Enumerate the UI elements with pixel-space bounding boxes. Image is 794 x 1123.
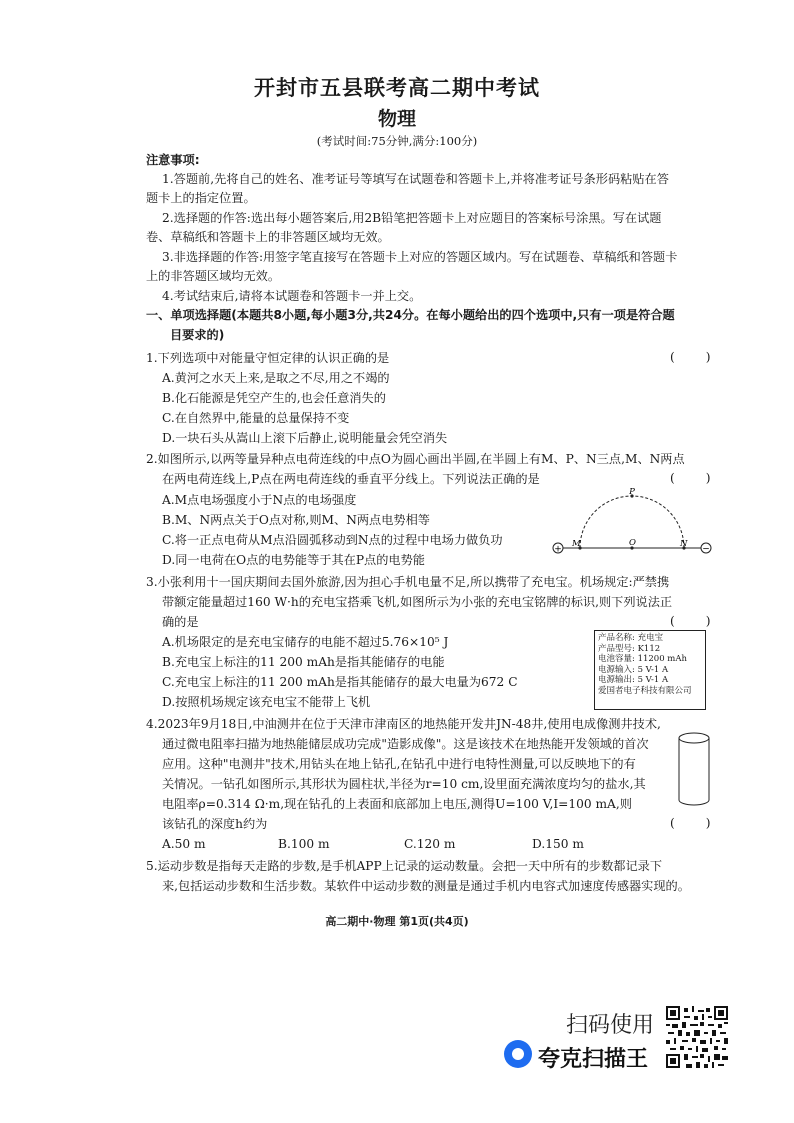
power-bank-nameplate bbox=[594, 630, 706, 710]
q4-option-b: B.100 m bbox=[278, 837, 330, 851]
q3-option-d: D.按照机场规定该充电宝不能带上飞机 bbox=[162, 695, 371, 709]
note-3-line-1: 3.非选择题的作答:用签字笔直接写在答题卡上对应的答题区域内。写在试题卷、草稿纸和答题卡 bbox=[162, 250, 678, 264]
borehole-cylinder-figure bbox=[676, 730, 712, 810]
note-1-line-2: 题卡上的指定位置。 bbox=[146, 191, 256, 205]
q4-option-c: C.120 m bbox=[404, 837, 456, 851]
q3-option-b: B.充电宝上标注的11 200 mAh是指其能储存的电能 bbox=[162, 655, 445, 669]
point-o-label: O bbox=[629, 538, 636, 548]
nameplate-line: 电源输出: 5 V-1 A bbox=[598, 675, 669, 685]
q2-answer-paren: ( ) bbox=[670, 471, 711, 485]
q2-option-a: A.M点电场强度小于N点的电场强度 bbox=[162, 493, 357, 507]
q2-option-c: C.将一正点电荷从M点沿圆弧移动到N点的过程中电场力做负功 bbox=[162, 533, 503, 547]
q4-option-d: D.150 m bbox=[532, 837, 584, 851]
q4-stem-line-2: 通过微电阻率扫描为地热能储层成功完成"造影成像"。这是该技术在地热能开发领域的首次 bbox=[162, 737, 649, 751]
nameplate-line: 产品型号: K112 bbox=[598, 643, 661, 654]
note-4: 4.考试结束后,请将本试题卷和答题卡一并上交。 bbox=[162, 289, 422, 303]
q4-stem-line-3: 应用。这种"电测井"技术,用钻头在地上钻孔,在钻孔中进行电特性测量,可以反映地下的有 bbox=[162, 757, 636, 771]
point-p-label: P bbox=[629, 488, 635, 497]
nameplate-line: 电源输入: 5 V-1 A bbox=[598, 664, 669, 675]
q2-stem-line-1: 2.如图所示,以两等量异种点电荷连线的中点O为圆心画出半圆,在半圆上有M、P、N三点,M、N两点 bbox=[146, 452, 685, 466]
q1-option-c: C.在自然界中,能量的总量保持不变 bbox=[162, 411, 350, 425]
q4-stem-line-6: 该钻孔的深度h约为 bbox=[162, 817, 268, 831]
qr-code-icon[interactable] bbox=[666, 1006, 728, 1068]
q4-stem-line-4: 关情况。一钻孔如图所示,其形状为圆柱状,半径为r=10 cm,设里面充满浓度均匀的盐水,其 bbox=[162, 777, 646, 791]
q3-option-c: C.充电宝上标注的11 200 mAh是指其能储存的最大电量为672 C bbox=[162, 675, 518, 689]
q2-stem-line-2: 在两电荷连线上,P点在两电荷连线的垂直平分线上。下列说法正确的是 bbox=[162, 472, 540, 486]
q3-answer-paren: ( ) bbox=[670, 614, 711, 628]
q4-answer-paren: ( ) bbox=[670, 816, 711, 830]
nameplate-line: 产品名称: 充电宝 bbox=[598, 633, 664, 643]
q2-option-d: D.同一电荷在O点的电势能等于其在P点的电势能 bbox=[162, 553, 425, 567]
q4-option-a: A.50 m bbox=[162, 837, 206, 851]
q5-stem-line-1: 5.运动步数是指每天走路的步数,是手机APP上记录的运动数量。会把一天中所有的步数都记录下 bbox=[146, 859, 663, 873]
point-m-label: M bbox=[572, 539, 581, 549]
notes-heading: 注意事项: bbox=[146, 153, 200, 167]
q1-answer-paren: ( ) bbox=[670, 350, 711, 364]
positive-charge-label: + bbox=[554, 544, 562, 555]
q4-stem-line-1: 4.2023年9月18日,中油测井在位于天津市津南区的地热能开发井JN-48井,使用电成像测井技术, bbox=[146, 717, 661, 731]
exam-title: 开封市五县联考高二期中考试 bbox=[254, 76, 540, 100]
nameplate-line: 电池容量: 11200 mAh bbox=[598, 654, 687, 664]
note-1-line-1: 1.答题前,先将自己的姓名、准考证号等填写在试题卷和答题卡上,并将准考证号条形码粘贴在答 bbox=[162, 172, 669, 186]
nameplate-line: 爱国者电子科技有限公司 bbox=[598, 685, 692, 696]
q3-option-a: A.机场限定的是充电宝储存的电能不超过5.76×10⁵ J bbox=[162, 635, 449, 649]
scanner-brand: 夸克扫描王 bbox=[538, 1047, 649, 1072]
section-1-line-2: 目要求的) bbox=[170, 328, 225, 342]
note-3-line-2: 上的非答题区域均无效。 bbox=[146, 269, 281, 283]
q4-stem-line-5: 电阻率ρ=0.314 Ω·m,现在钻孔的上表面和底部加上电压,测得U=100 V,I=100 mA,则 bbox=[162, 797, 632, 811]
q1-option-a: A.黄河之水天上来,是取之不尽,用之不竭的 bbox=[162, 371, 390, 385]
q1-option-d: D.一块石头从嵩山上滚下后静止,说明能量会凭空消失 bbox=[162, 431, 448, 445]
q2-option-b: B.M、N两点关于O点对称,则M、N两点电势相等 bbox=[162, 513, 430, 527]
q3-stem-line-2: 带额定能量超过160 W·h的充电宝搭乘飞机,如图所示为小张的充电宝铭牌的标识,则下列说法正 bbox=[162, 595, 673, 609]
note-2-line-1: 2.选择题的作答:选出每小题答案后,用2B铅笔把答题卡上对应题目的答案标号涂黑。写在试题 bbox=[162, 211, 662, 225]
q1-stem: 1.下列选项中对能量守恒定律的认识正确的是 bbox=[146, 351, 390, 365]
q3-stem-line-3: 确的是 bbox=[162, 615, 199, 629]
note-2-line-2: 卷、草稿纸和答题卡上的非答题区域均无效。 bbox=[146, 230, 390, 244]
q5-stem-line-2: 来,包括运动步数和生活步数。某软件中运动步数的测量是通过手机内电容式加速度传感器实现的。 bbox=[162, 879, 690, 893]
scan-to-use-label: 扫码使用 bbox=[566, 1013, 655, 1038]
q1-option-b: B.化石能源是凭空产生的,也会任意消失的 bbox=[162, 391, 386, 405]
point-n-label: N bbox=[680, 539, 688, 549]
quark-logo-icon bbox=[504, 1040, 532, 1068]
q3-stem-line-1: 3.小张利用十一国庆期间去国外旅游,因为担心手机电量不足,所以携带了充电宝。机场规定:严禁携 bbox=[146, 575, 670, 589]
section-1-line-1: 一、单项选择题(本题共8小题,每小题3分,共24分。在每小题给出的四个选项中,只有一项是符合题 bbox=[146, 308, 675, 322]
subject-title: 物理 bbox=[377, 108, 416, 130]
page-footer: 高二期中·物理 第1页(共4页) bbox=[325, 915, 469, 928]
negative-charge-label: − bbox=[702, 544, 710, 555]
exam-info: (考试时间:75分钟,满分:100分) bbox=[316, 134, 478, 148]
q2-charge-figure bbox=[552, 488, 712, 564]
